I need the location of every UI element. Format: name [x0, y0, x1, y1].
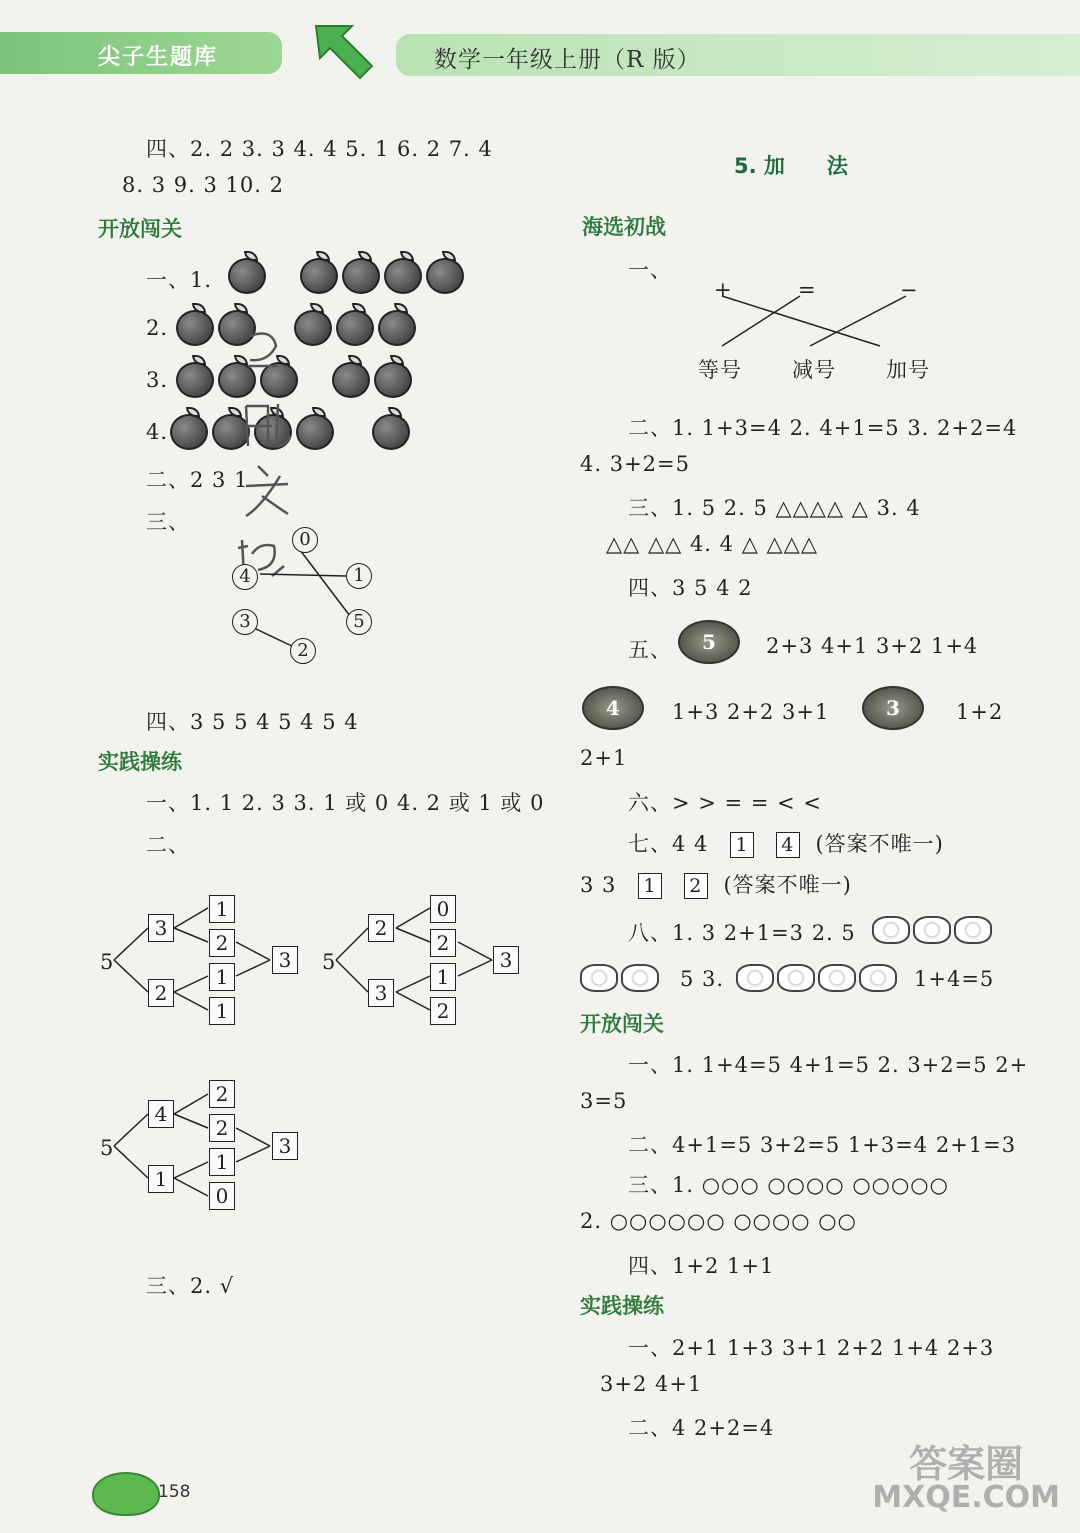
tree-box: 1 [209, 895, 235, 923]
open-q2-label: 2. [146, 316, 169, 340]
symbol-name: 等号 [698, 358, 742, 382]
eight-c: 1+4=5 [914, 967, 995, 991]
flower-icon [859, 964, 897, 992]
arrow-icon [308, 18, 378, 82]
tree-box: 3 [493, 946, 519, 974]
watermark [872, 1442, 1060, 1515]
answer-box: 4 [776, 832, 800, 858]
practice-one: 一、1. 1 2. 3 3. 1 或 0 4. 2 或 1 或 0 [146, 791, 545, 815]
apple-icon [374, 362, 412, 398]
symbol-plus: + [714, 278, 733, 302]
open-three-b: 2. ○○○○○○ ○○○○ ○○ [580, 1209, 857, 1233]
open-three: 三、 [146, 510, 190, 534]
match-node: 4 [232, 564, 258, 590]
flower-icon [580, 964, 618, 992]
seven-note-2: (答案不唯一) [723, 873, 852, 897]
nest-number: 4 [582, 686, 644, 730]
match-node: 1 [346, 563, 372, 589]
watermark-line2: MXQE.COM [872, 1480, 1060, 1515]
tree-box: 2 [148, 979, 174, 1007]
four: 四、3 5 4 2 [628, 576, 753, 600]
flower-icon [777, 964, 815, 992]
open-one-a: 一、1. 1+4=5 4+1=5 2. 3+2=5 2+ [628, 1053, 1029, 1077]
nest-number: 3 [862, 686, 924, 730]
q4-line1: 四、2. 2 3. 3 4. 4 5. 1 6. 2 7. 4 [146, 137, 493, 161]
open-three-a: 三、1. ○○○ ○○○○ ○○○○○ [628, 1173, 949, 1197]
practice-one-b: 3+2 4+1 [600, 1372, 703, 1396]
open-two-right: 二、4+1=5 3+2=5 1+3=4 2+1=3 [628, 1133, 1017, 1157]
symbol-minus: − [900, 278, 919, 302]
page-number: 158 [158, 1482, 191, 1502]
eight-a: 八、1. 3 2+1=3 2. 5 [628, 921, 856, 945]
three-line2: △△ △△ 4. 4 △ △△△ [606, 532, 818, 556]
tree-box: 2 [209, 929, 235, 957]
symbol-name: 加号 [886, 358, 930, 382]
apple-icon [176, 362, 214, 398]
nest-icon [862, 686, 924, 730]
tree-box: 3 [148, 914, 174, 942]
tree-box: 2 [209, 1080, 235, 1108]
flower-group-1 [872, 916, 995, 944]
open-two: 二、2 3 1 [146, 468, 249, 492]
tree-box: 1 [209, 963, 235, 991]
tree-box: 3 [368, 979, 394, 1007]
flower-icon [872, 916, 910, 944]
symbol-name: 减号 [792, 358, 836, 382]
match-node: 5 [346, 609, 372, 635]
tree-root: 5 [100, 1136, 115, 1160]
flower-icon [913, 916, 951, 944]
tree-box: 0 [430, 895, 456, 923]
section-title-practice: 实践操练 [98, 750, 182, 774]
two-line2: 4. 3+2=5 [580, 452, 690, 476]
eight-b: 5 3. [680, 967, 725, 991]
nest-icon [678, 620, 740, 664]
answer-box: 1 [730, 832, 754, 858]
open-q1-label: 一、1. [146, 268, 213, 292]
book-title: 数学一年级上册（R 版） [434, 47, 701, 73]
tree-box: 2 [209, 1114, 235, 1142]
section-title-open: 开放闯关 [98, 217, 182, 241]
match-node: 3 [232, 609, 258, 635]
apple-icon [426, 258, 464, 294]
seven-row-2 [580, 869, 852, 899]
q4-line2: 8. 3 9. 3 10. 2 [122, 173, 284, 197]
answer-box: 2 [684, 873, 708, 899]
tree-box: 2 [430, 929, 456, 957]
five-exprs4: 2+1 [580, 746, 628, 770]
five-exprs1: 2+3 4+1 3+2 1+4 [766, 634, 979, 658]
two-line1: 二、1. 1+3=4 2. 4+1=5 3. 2+2=4 [628, 416, 1018, 440]
flower-group-3 [736, 964, 900, 992]
section-title-sea: 海选初战 [582, 215, 666, 239]
flower-icon [621, 964, 659, 992]
match-node: 0 [292, 527, 318, 553]
apple-icon [228, 258, 266, 294]
open-q3-label: 3. [146, 368, 169, 392]
tree-box: 3 [272, 1132, 298, 1160]
whale-icon [92, 1472, 160, 1516]
five-exprs3: 1+2 [956, 700, 1004, 724]
seven-b: 3 3 [580, 873, 617, 897]
six: 六、> > = = < < [628, 791, 822, 815]
brand-title: 尖子生题库 [98, 45, 219, 70]
apple-icon [342, 258, 380, 294]
watermark-line1: 答案圈 [909, 1442, 1024, 1486]
flower-group-2 [580, 964, 662, 992]
apple-icon [176, 310, 214, 346]
apple-icon [170, 414, 208, 450]
open-four: 四、3 5 5 4 5 4 5 4 [146, 710, 359, 734]
five-exprs2: 1+3 2+2 3+1 [672, 700, 830, 724]
flower-icon [954, 916, 992, 944]
nest-icon [582, 686, 644, 730]
match-node: 2 [290, 638, 316, 664]
open-one-b: 3=5 [580, 1089, 628, 1113]
tree-root: 5 [322, 950, 337, 974]
practice-two-right: 二、4 2+2=4 [628, 1416, 775, 1440]
practice-three: 三、2. √ [146, 1274, 235, 1298]
symbol-equals: = [798, 278, 817, 302]
apple-icon [336, 310, 374, 346]
answer-box: 1 [638, 873, 662, 899]
practice-one-a: 一、2+1 1+3 3+1 2+2 1+4 2+3 [628, 1336, 995, 1360]
tree-box: 0 [209, 1182, 235, 1210]
flower-icon [736, 964, 774, 992]
tree-box: 4 [148, 1100, 174, 1128]
section-title-practice-right: 实践操练 [580, 1294, 664, 1318]
five-label: 五、 [628, 638, 672, 662]
apple-group-1 [228, 258, 468, 294]
tree-box: 1 [148, 1165, 174, 1193]
apple-icon [378, 310, 416, 346]
apple-icon [332, 362, 370, 398]
tree-box: 1 [209, 997, 235, 1025]
tree-box: 1 [430, 963, 456, 991]
apple-icon [372, 414, 410, 450]
seven-note: (答案不唯一) [815, 832, 944, 856]
apple-icon [300, 258, 338, 294]
seven-row-1 [628, 828, 944, 858]
flower-icon [818, 964, 856, 992]
nest-number: 5 [678, 620, 740, 664]
apple-icon [384, 258, 422, 294]
tree-box: 2 [430, 997, 456, 1025]
open-q4-label: 4. [146, 420, 169, 444]
tree-root: 5 [100, 950, 115, 974]
open-four-right: 四、1+2 1+1 [628, 1254, 775, 1278]
q-one: 一、 [628, 258, 672, 282]
tree-box: 1 [209, 1148, 235, 1176]
practice-two: 二、 [146, 833, 190, 857]
lesson-title: 5. 加 法 [734, 154, 848, 178]
tree-box: 3 [272, 946, 298, 974]
three-line1: 三、1. 5 2. 5 △△△△ △ 3. 4 [628, 496, 921, 520]
section-title-open-right: 开放闯关 [580, 1012, 664, 1036]
seven-a: 七、4 4 [628, 832, 709, 856]
tree-box: 2 [368, 914, 394, 942]
